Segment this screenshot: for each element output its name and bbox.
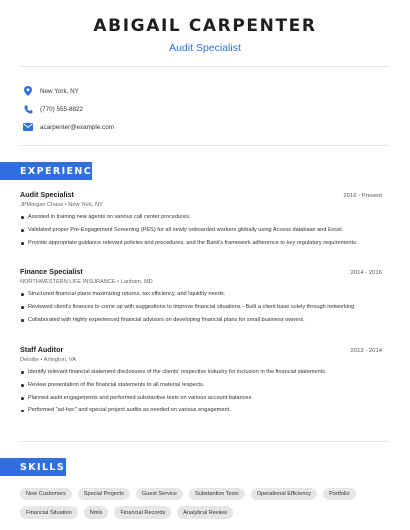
company-location: New York, NY <box>68 202 103 208</box>
job-dates: 2014 - 2016 <box>350 270 382 276</box>
list-item: Collaborated with highly experienced financial advisors on developing financial plans for small business owners. <box>20 317 382 324</box>
email-icon <box>22 121 34 133</box>
list-item: Structured financial plans maximizing returns, tax efficiency, and liquidity needs. <box>20 291 382 298</box>
company-name: Deloitte <box>20 357 39 363</box>
job-title: Audit Specialist <box>20 190 74 199</box>
resume-header <box>0 16 410 54</box>
candidate-name: ABIGAIL CARPENTER <box>93 16 317 36</box>
job-employer: Deloitte • Arlington, VA <box>20 357 76 363</box>
job-bullets <box>20 214 382 247</box>
contact-phone <box>22 100 114 118</box>
company-name: JPMorgan Chase <box>20 202 64 208</box>
job-bullets <box>20 291 382 324</box>
email-text: acarpenter@example.com <box>40 123 114 131</box>
candidate-title: Audit Specialist <box>169 42 241 54</box>
job-entry <box>20 267 382 329</box>
phone-icon <box>22 103 34 115</box>
location-pin-icon <box>22 85 34 97</box>
company-location: Arlington, VA <box>43 357 76 363</box>
skill-chip: New Customers <box>20 488 72 500</box>
list-item: Review presentation of the financial statements to all material respects. <box>20 382 382 389</box>
skill-chip: Nmls <box>84 506 109 518</box>
list-item: Performed "ad-hoc" and special project audits as needed on various engagement. <box>20 407 382 414</box>
list-item: Identify relevant financial statement disclosures of the clients' respective industry for inclusion in the financial statements. <box>20 369 382 376</box>
skills-row <box>20 488 392 500</box>
skill-chip: Operational Efficiency <box>251 488 317 500</box>
skill-chip: Substantive Tests <box>189 488 245 500</box>
skill-chip: Special Projects <box>78 488 130 500</box>
skill-chip: Guest Service <box>136 488 183 500</box>
divider <box>20 66 390 67</box>
job-dates: 2016 - Present <box>343 193 382 199</box>
job-bullets <box>20 369 382 415</box>
divider <box>20 441 390 442</box>
job-dates: 2013 - 2014 <box>350 348 382 354</box>
list-item: Provide appropriate guidance relevant policies and procedures, and the Bank's framework adherence to key regulatory requirements. <box>20 240 382 247</box>
list-item: Planned audit engagements and performed substantive tests on various account balances. <box>20 395 382 402</box>
list-item: Reviewed client's finances to come up with suggestions to improve financial situations - Built a client base solely through networking <box>20 304 382 311</box>
job-entry <box>20 345 382 420</box>
contact-location <box>22 82 114 100</box>
list-item: Validated proper Pre-Engagement Screening (PES) for all newly onboarded workers globally using Access database and Excel. <box>20 227 382 234</box>
contact-info <box>22 82 114 136</box>
company-name: NORTHWESTERN LIFE INSURANCE <box>20 279 116 285</box>
skills-row <box>20 506 392 518</box>
location-text: New York, NY <box>40 87 79 95</box>
job-employer: JPMorgan Chase • New York, NY <box>20 202 103 208</box>
skill-chip: Financial Records <box>114 506 171 518</box>
job-title: Finance Specialist <box>20 267 83 276</box>
skill-chip: Portfolio <box>323 488 356 500</box>
divider <box>20 145 390 146</box>
job-title: Staff Auditor <box>20 345 64 354</box>
experience-section-header: EXPERIENCE <box>0 162 92 180</box>
phone-text: (770) 555-8822 <box>40 105 84 113</box>
skills-list <box>20 488 392 525</box>
skill-chip: Analytical Review <box>177 506 233 518</box>
job-employer: NORTHWESTERN LIFE INSURANCE • Lanham, MD <box>20 279 153 285</box>
contact-email <box>22 118 114 136</box>
skill-chip: Financial Situation <box>20 506 78 518</box>
job-entry <box>20 190 382 252</box>
skills-section-header: SKILLS <box>0 458 66 476</box>
company-location: Lanham, MD <box>120 279 153 285</box>
list-item: Assisted in training new agents on various call center procedures. <box>20 214 382 221</box>
